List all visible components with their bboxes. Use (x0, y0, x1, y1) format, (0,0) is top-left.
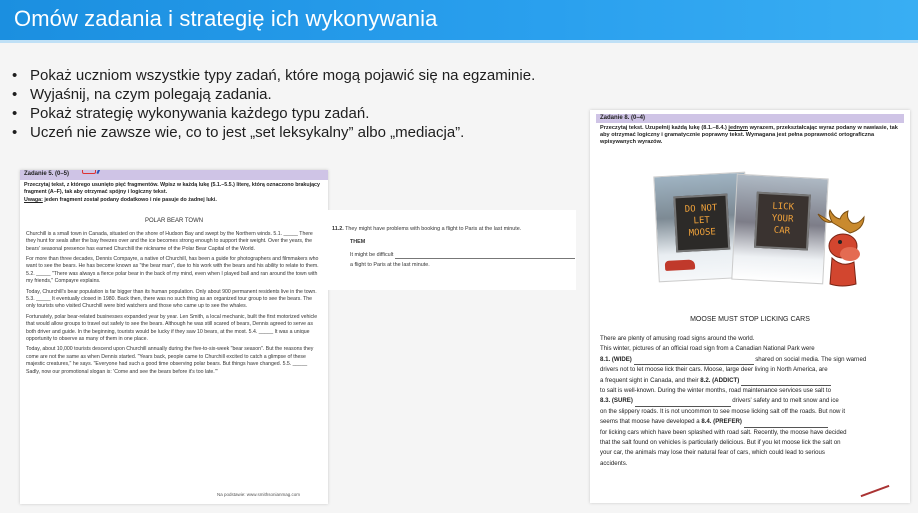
bullet-item: • Uczeń nie zawsze wie, co to jest „set leksykalny” albo „mediacja”. (10, 123, 610, 142)
text-line: that the salt found on vehicles is particularly delicious. But if you let moose lick the salt on (600, 439, 841, 447)
bullet-item: • Pokaż strategię wykonywania każdego typu zadań. (10, 104, 610, 123)
line-2-text: a flight to Paris at the last minute. (350, 262, 430, 268)
bullet-item: • Pokaż uczniom wszystkie typy zadań, które mogą pojawić się na egzaminie. (10, 66, 610, 85)
task-8-instructions (590, 123, 910, 146)
task-5-instructions: Przeczytaj tekst, z którego usunięto pięć fragmentów. Wpisz w każdą lukę (5.1.–5.5.) literę, którą oznaczono brakujący fragment (A–F), tak aby otrzymać spójny i logiczny tekst. (24, 182, 320, 195)
source-note: Na podstawie: www.smithsonianmag.com (216, 492, 300, 497)
sign-line: MOOSE (688, 227, 717, 239)
gap-8-1-label: 8.1. (WIDE) (600, 355, 632, 363)
pen-cursor-icon (96, 170, 101, 174)
task-8-instructions-underlined: jednym (728, 125, 748, 131)
paragraph: Churchill is a small town in Canada, situated on the shore of Hudson Bay and swept by the Northern winds. 5.1. _____ There they hunt for seals after the bay freezes over and the ice becomes strong enough to support their weight. Over the years, the bears' seasonal presence has earned Churchill the nickname of the Polar Bear Capital of the World. (26, 230, 313, 252)
gap-8-4-blank[interactable] (744, 422, 828, 428)
text-line: to salt is well-known. During the winter months, road maintenance services use salt to (600, 387, 831, 395)
sign-line: LET (693, 215, 711, 227)
answer-line-1 (350, 252, 576, 259)
exam-fragment-11-2 (328, 210, 576, 290)
task-8-instructions-a: Przeczytaj tekst. Uzupełnij każdą lukę (8.1.–8.4.) (600, 125, 727, 131)
text-after-gap: drivers' safety and to melt snow and ice (732, 397, 839, 405)
text-line (600, 417, 902, 427)
paragraph: For more than three decades, Dennis Compayre, a native of Churchill, has been a guide for photographers and filmmakers who want to see the bears. He has become known as "the bear man", due to his work with the bears and his ability to relate to them. 5.2. _____ "There was always a fierce polar bear in the back of my mind, even when I played ball and ran around the town with my friends," Compayre explains. (26, 256, 319, 285)
paragraph: Today, about 10,000 tourists descend upon Churchill annually during the five-to-six-week "bear season". But the reasons they come are not the same as when Dennis started. "Years back, people came to Churchill excited to catch a glimpse of these majestic creatures," he says. "Everyone had such a good time observing polar bears. But things have changed. 5.5. _____ Sadly, now our promotional slogan is: 'Come and see the bears before it's too late.'" (26, 346, 314, 375)
sign-line: CAR (773, 225, 791, 237)
red-car-icon (665, 259, 695, 271)
bullet-list (10, 66, 610, 142)
text-line: accidents. (600, 459, 628, 467)
text-line (600, 376, 902, 386)
sign-line: YOUR (771, 213, 794, 225)
paragraph: Fortunately, polar bear-related businesses expanded year by year. Len Smith, a local mechanic, built the first motorized vehicle that would allow groups to travel out safely to see the bears. Although he was still scared of bears, Dennis agreed to serve as both driver and guide. In the beginning, tourists would be lucky if they saw 10 bears, at the most. 5.4. _____ It was a unique opportunity to observe as many of them in one place. (26, 313, 318, 343)
gap-8-4-label: 8.4. (PREFER) (701, 418, 742, 426)
task-8-instructions-b: wyrazem, przekształcając wyraz podany w nawiasie, tak aby otrzymać logiczny i gramatycznie poprawny tekst. Wymagana jest pełna poprawność ortograficzna wpisywanych wyrazów. (600, 125, 898, 145)
text-line: on the slippery roads. It is not uncommon to see moose licking salt off the roads. But now it (600, 407, 846, 415)
exam-page-task-8 (590, 110, 910, 503)
text-title: POLAR BEAR TOWN (144, 217, 204, 224)
text-line: This winter, pictures of an official road sign from a Canadian National Park were (600, 345, 815, 353)
task-5-note (20, 195, 328, 204)
road-sign-1 (673, 194, 730, 253)
text-title: MOOSE MUST STOP LICKING CARS (690, 316, 810, 323)
gap-8-2-label: 8.2. (ADDICT) (700, 376, 740, 384)
bullet-item: • Wyjaśnij, na czym polegają zadania. (10, 85, 610, 104)
reading-text (20, 231, 328, 376)
highlight-mark-icon (82, 170, 96, 174)
text-line: There are plenty of amusing road signs around the world. (600, 335, 755, 342)
task-8-header: Zadanie 8. (0–4) (596, 114, 904, 123)
line-1-text: It might be difficult (350, 252, 394, 258)
slide-title: Omów zadania i strategię ich wykonywania (14, 6, 438, 31)
task-5-header (20, 170, 328, 180)
header-divider (0, 40, 918, 43)
task-5-label: Zadanie 5. (0–5) (24, 171, 70, 177)
task-5-note-text: jeden fragment został podany dodatkowo i nie pasuje do żadnej luki. (44, 197, 217, 204)
text-after-gap: shared on social media. The sign warned (755, 355, 867, 363)
item-sentence: They might have problems with booking a flight to Paris at the last minute. (345, 226, 522, 232)
text-line: drivers not to let moose lick their cars. Moose, large deer living in North America, are (600, 366, 828, 374)
sign-line: DO NOT (684, 203, 718, 215)
paragraph: Today, Churchill's bear population is far bigger than its human population. Only about 900 permanent residents live in the town. 5.3. _____ It eventually closed in 1980. Back then, there was no such thing as an organized tour group to see the bears. The only tourists who visited Churchill were bird watchers and those who came up to see the whales. (26, 288, 317, 310)
exam-page-task-5 (20, 170, 328, 504)
answer-blank[interactable] (395, 254, 575, 259)
road-sign-2 (754, 192, 811, 251)
sign-line: LICK (772, 201, 795, 213)
item-number: 11.2. (332, 226, 344, 232)
gap-fill-text (600, 334, 902, 469)
text-before-gap: seems that moose have developed a (600, 418, 700, 426)
cartoon-moose-icon (810, 208, 872, 288)
gap-8-3-blank[interactable] (635, 401, 731, 407)
task-5-note-label: Uwaga: (24, 197, 43, 204)
text-line (600, 396, 902, 406)
keyword: THEM (350, 239, 366, 245)
gap-8-3-label: 8.3. (SURE) (600, 397, 633, 405)
slide-header (0, 0, 918, 40)
text-before-gap: a frequent sight in Canada, and their (600, 376, 699, 384)
text-line (600, 355, 902, 365)
text-line: for licking cars which have been splashed with road salt. Recently, the moose have decided (600, 428, 847, 436)
text-line: your car, the animals may lose their natural fear of cars, which could lead to serious (600, 449, 825, 457)
item-11-2 (332, 226, 576, 233)
